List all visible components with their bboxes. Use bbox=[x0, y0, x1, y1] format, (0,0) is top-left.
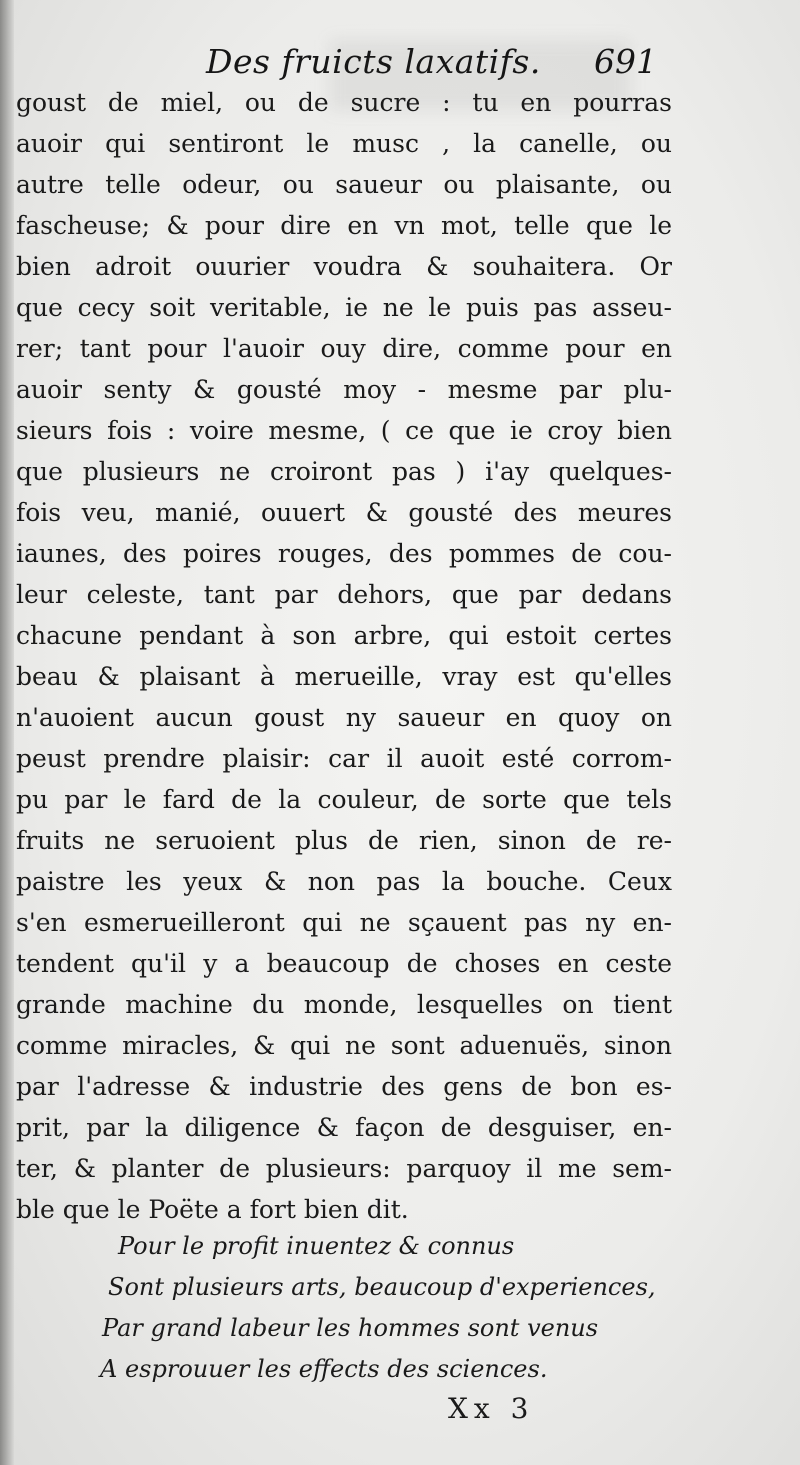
text-line: sieurs fois : voire mesme, ( ce que ie croy bien bbox=[16, 416, 672, 445]
text-line: n'auoient aucun goust ny saueur en quoy on bbox=[16, 703, 672, 732]
text-line: fois veu, manié, ouuert & gousté des meures bbox=[16, 498, 672, 527]
text-line: peust prendre plaisir: car il auoit esté corrom- bbox=[16, 744, 672, 773]
text-line: iaunes, des poires rouges, des pommes de cou- bbox=[16, 539, 672, 568]
text-line: bien adroit ouurier voudra & souhaitera. Or bbox=[16, 252, 672, 281]
signature-mark: Xx 3 bbox=[448, 1392, 535, 1425]
text-line: grande machine du monde, lesquelles on tient bbox=[16, 990, 672, 1019]
text-line: prit, par la diligence & façon de desguiser, en- bbox=[16, 1113, 672, 1142]
text-line: s'en esmerueilleront qui ne sçauent pas ny en- bbox=[16, 908, 672, 937]
body-text bbox=[16, 82, 672, 1230]
verse-line: A esprouuer les effects des sciences. bbox=[100, 1355, 548, 1383]
verse-line: Par grand labeur les hommes sont venus bbox=[102, 1314, 599, 1342]
text-line: auoir qui sentiront le musc , la canelle, ou bbox=[16, 129, 672, 158]
text-line: fascheuse; & pour dire en vn mot, telle que le bbox=[16, 211, 672, 240]
text-line: beau & plaisant à merueille, vray est qu'elles bbox=[16, 662, 672, 691]
verse-line: Pour le profit inuentez & connus bbox=[118, 1232, 515, 1260]
text-line: ble que le Poëte a fort bien dit. bbox=[16, 1195, 409, 1224]
text-line: par l'adresse & industrie des gens de bon es- bbox=[16, 1072, 672, 1101]
text-line: tendent qu'il y a beaucoup de choses en ceste bbox=[16, 949, 672, 978]
text-line: paistre les yeux & non pas la bouche. Ceux bbox=[16, 867, 672, 896]
running-head: Des fruicts laxatifs. bbox=[206, 42, 541, 81]
text-line: comme miracles, & qui ne sont aduenuës, sinon bbox=[16, 1031, 672, 1060]
text-line: rer; tant pour l'auoir ouy dire, comme pour en bbox=[16, 334, 672, 363]
text-line: fruits ne seruoient plus de rien, sinon de re- bbox=[16, 826, 672, 855]
text-line: pu par le fard de la couleur, de sorte que tels bbox=[16, 785, 672, 814]
verse-line: Sont plusieurs arts, beaucoup d'experiences, bbox=[108, 1273, 656, 1301]
text-line: autre telle odeur, ou saueur ou plaisante, ou bbox=[16, 170, 672, 199]
text-line: chacune pendant à son arbre, qui estoit certes bbox=[16, 621, 672, 650]
text-line: que cecy soit veritable, ie ne le puis pas asseu- bbox=[16, 293, 672, 322]
text-line: ter, & planter de plusieurs: parquoy il me sem- bbox=[16, 1154, 672, 1183]
verse-quotation bbox=[100, 1226, 680, 1390]
text-line: que plusieurs ne croiront pas ) i'ay quelques- bbox=[16, 457, 672, 486]
text-line: auoir senty & gousté moy - mesme par plu- bbox=[16, 375, 672, 404]
page-gutter-shadow bbox=[0, 0, 14, 1465]
page-number: 691 bbox=[594, 42, 657, 81]
text-line: goust de miel, ou de sucre : tu en pourras bbox=[16, 88, 672, 117]
text-line: leur celeste, tant par dehors, que par dedans bbox=[16, 580, 672, 609]
